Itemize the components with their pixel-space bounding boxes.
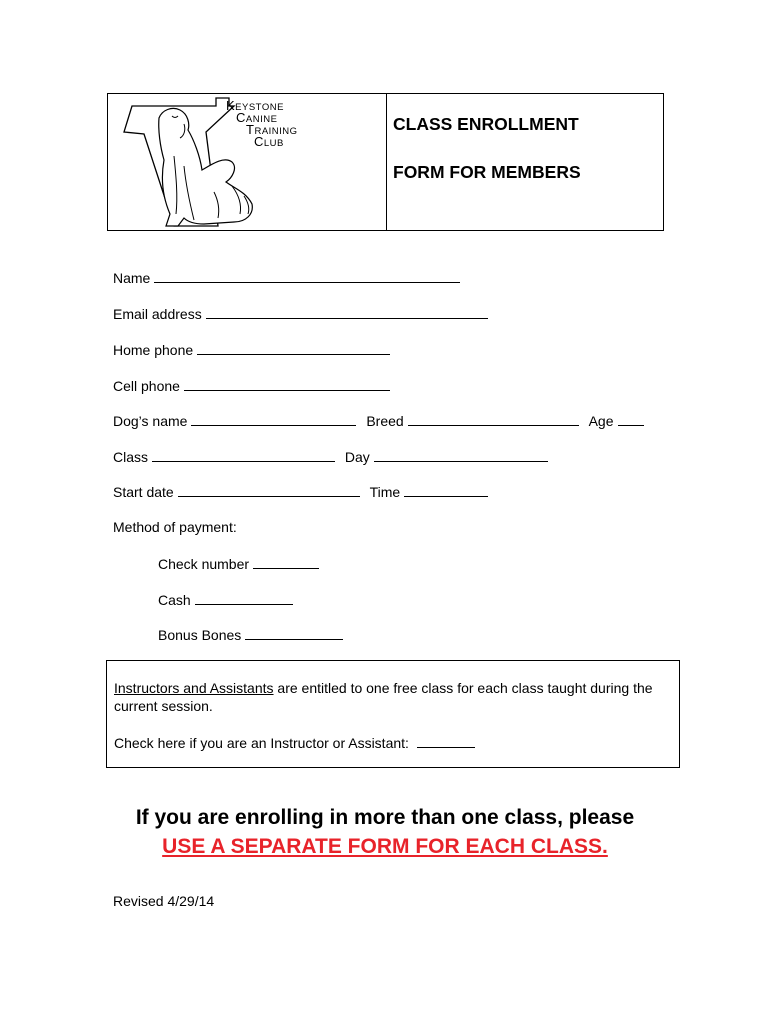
bonus-bones-field xyxy=(158,625,343,644)
breed-label: Breed xyxy=(366,413,404,429)
day-label: Day xyxy=(344,449,370,465)
logo-text-club: CLUB xyxy=(254,134,284,149)
header-box xyxy=(107,93,664,231)
club-logo xyxy=(114,96,314,230)
logo-text-training: TRAINING xyxy=(246,122,298,137)
cash-input-line[interactable] xyxy=(195,590,293,605)
instructors-assistants-underlined: Instructors and Assistants xyxy=(114,680,274,696)
cash-field xyxy=(158,590,293,609)
start-date-input-line[interactable] xyxy=(178,482,360,497)
keystone-dog-icon xyxy=(114,96,314,230)
instructor-note-text xyxy=(114,679,674,715)
home-phone-field xyxy=(113,340,390,359)
bonus-bones-input-line[interactable] xyxy=(245,625,343,640)
cash-label: Cash xyxy=(158,592,191,608)
header-divider xyxy=(386,94,387,230)
instructor-check-input-line[interactable] xyxy=(417,733,475,748)
bonus-bones-label: Bonus Bones xyxy=(158,627,242,643)
name-label: Name xyxy=(113,270,151,286)
email-input-line[interactable] xyxy=(206,304,488,319)
revised-date: Revised 4/29/14 xyxy=(113,893,215,909)
class-row xyxy=(113,447,548,466)
form-title-line2: FORM FOR MEMBERS xyxy=(393,162,581,182)
cell-phone-input-line[interactable] xyxy=(184,376,390,391)
home-phone-input-line[interactable] xyxy=(197,340,390,355)
email-field xyxy=(113,304,488,323)
name-input-line[interactable] xyxy=(154,268,460,283)
start-row xyxy=(113,482,488,501)
breed-input-line[interactable] xyxy=(408,411,579,426)
time-input-line[interactable] xyxy=(404,482,488,497)
class-input-line[interactable] xyxy=(152,447,335,462)
age-label: Age xyxy=(588,413,614,429)
time-label: Time xyxy=(369,484,401,500)
check-number-field xyxy=(158,554,319,573)
dogs-name-input-line[interactable] xyxy=(191,411,356,426)
check-number-label: Check number xyxy=(158,556,250,572)
multiple-class-notice: If you are enrolling in more than one class, please xyxy=(135,806,635,829)
cell-phone-field xyxy=(113,376,390,395)
home-phone-label: Home phone xyxy=(113,342,194,358)
logo-text-canine: CANINE xyxy=(236,110,278,125)
check-number-input-line[interactable] xyxy=(253,554,319,569)
class-label: Class xyxy=(113,449,149,465)
instructor-check-label: Check here if you are an Instructor or Assistant: xyxy=(114,735,409,751)
dog-row xyxy=(113,411,644,430)
method-of-payment-label: Method of payment: xyxy=(113,519,237,535)
age-input-line[interactable] xyxy=(618,411,644,426)
form-title-line1: CLASS ENROLLMENT xyxy=(393,114,579,134)
instructor-check-row xyxy=(114,733,674,752)
instructor-note-box xyxy=(106,660,680,768)
cell-phone-label: Cell phone xyxy=(113,378,180,394)
day-input-line[interactable] xyxy=(374,447,548,462)
email-label: Email address xyxy=(113,306,202,322)
name-field xyxy=(113,268,460,287)
logo-text-keystone: KEYSTONE xyxy=(226,98,284,113)
instructor-note-rest: are entitled to one free class for each class taught during the current session. xyxy=(114,680,653,714)
dogs-name-label: Dog’s name xyxy=(113,413,188,429)
start-date-label: Start date xyxy=(113,484,174,500)
separate-form-warning: USE A SEPARATE FORM FOR EACH CLASS. xyxy=(162,835,608,858)
